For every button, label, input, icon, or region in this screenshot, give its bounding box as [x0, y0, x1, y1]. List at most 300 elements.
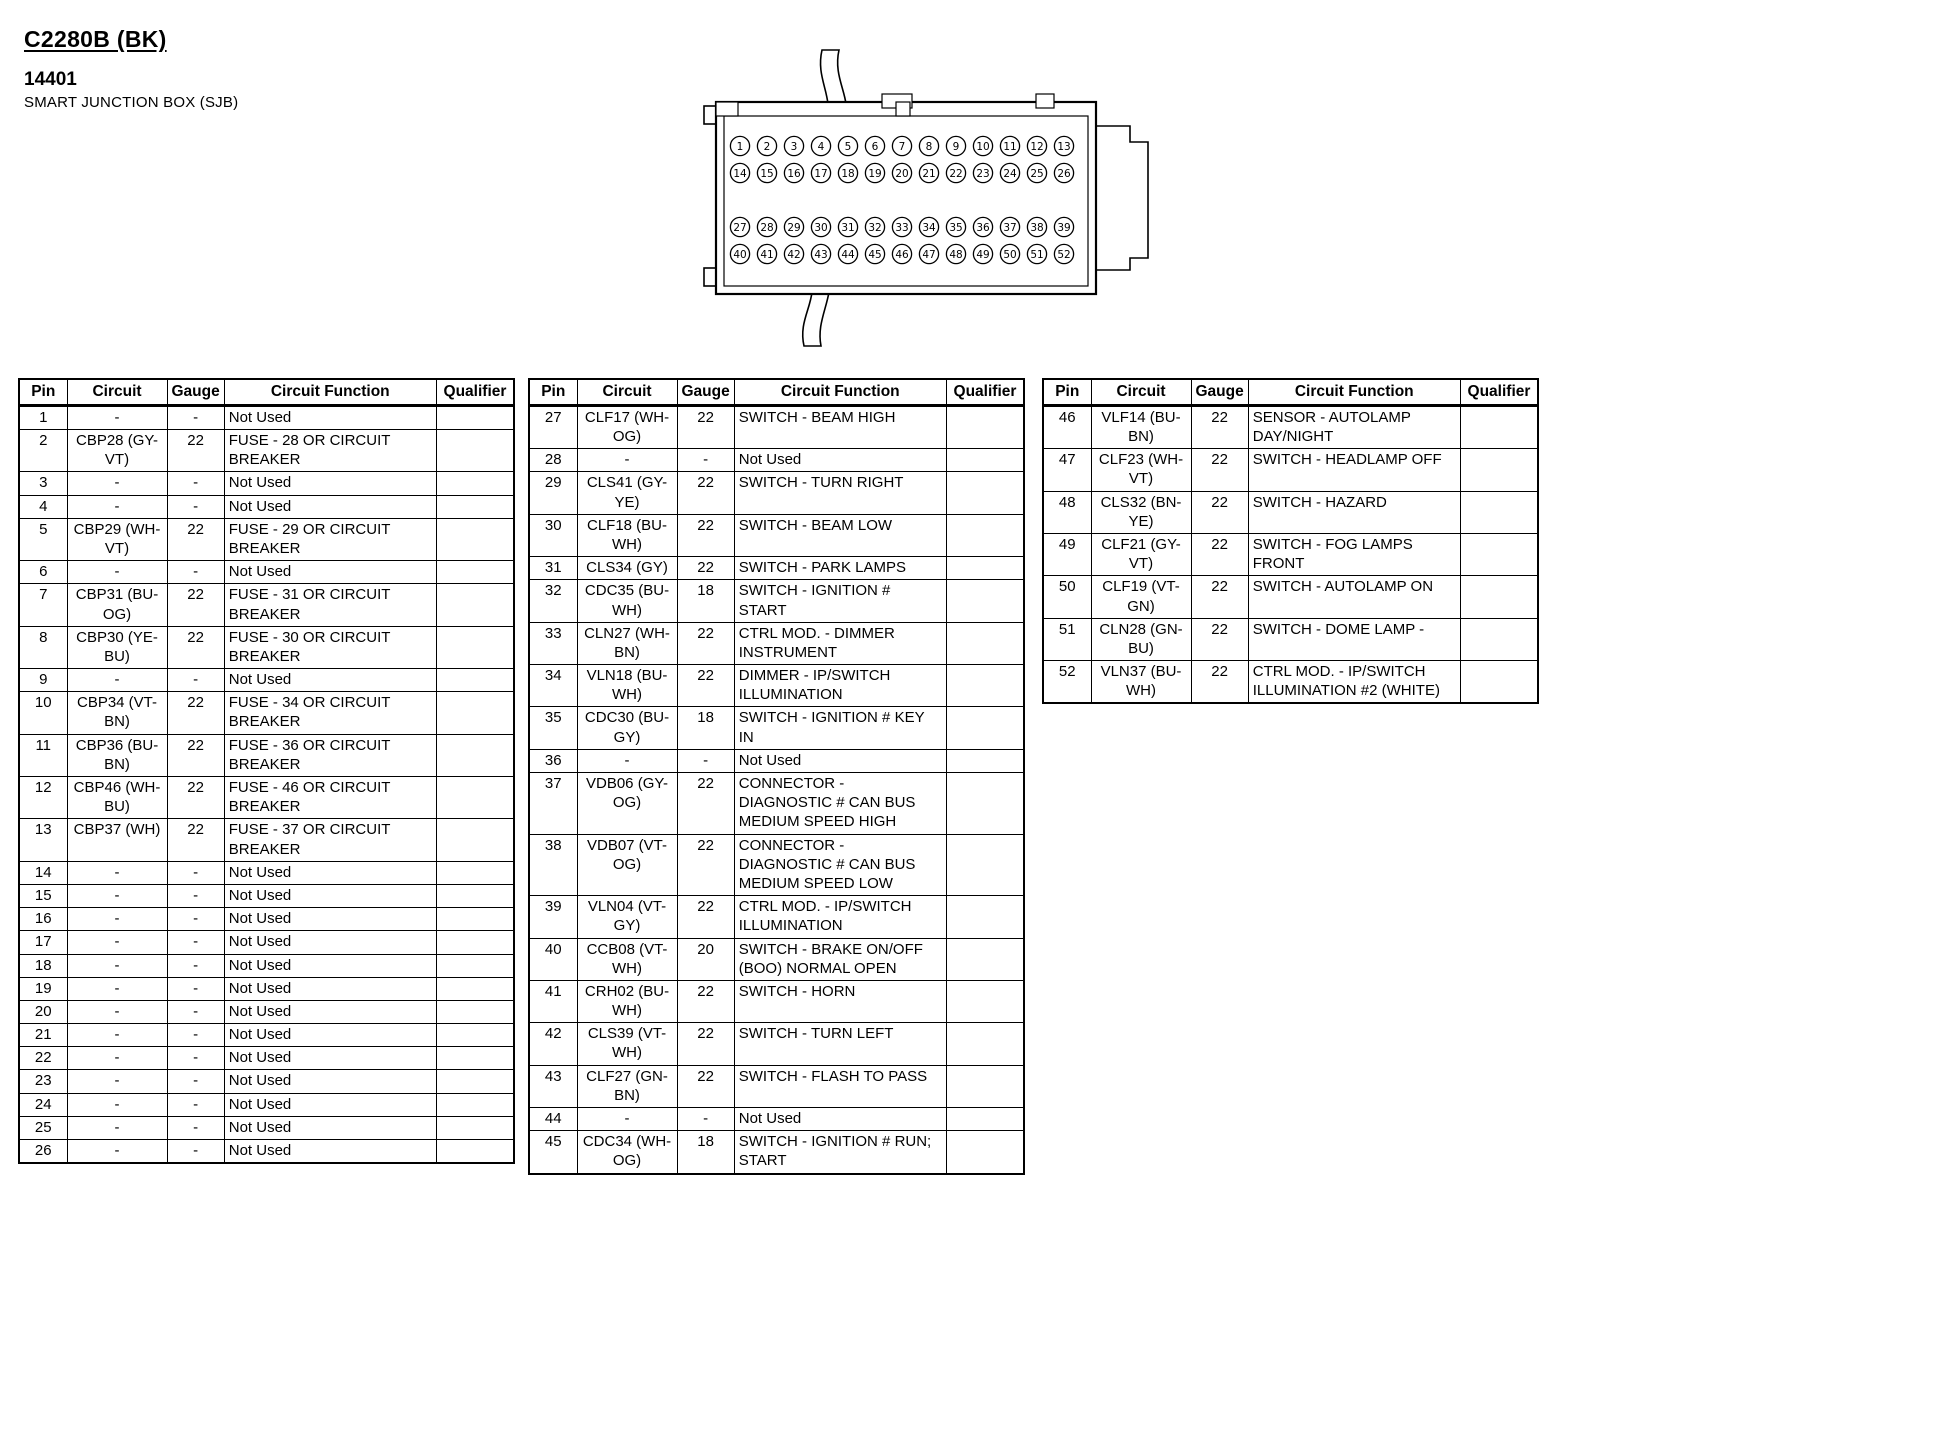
cell-circuit: - [67, 1116, 167, 1139]
cell-gauge: - [167, 669, 224, 692]
cell-qualifier [1460, 491, 1538, 533]
cell-pin: 28 [529, 449, 577, 472]
column-header-gauge: Gauge [1191, 379, 1248, 405]
pin-row-8 [19, 626, 514, 668]
connector-pin-34 [919, 217, 938, 236]
pin-number: 48 [949, 248, 963, 261]
cell-circuit: - [67, 1000, 167, 1023]
cell-circuit: VDB07 (VT-OG) [577, 834, 677, 896]
top-right-latch [1036, 94, 1054, 108]
cell-pin: 24 [19, 1093, 67, 1116]
cell-function: DIMMER - IP/SWITCH ILLUMINATION [734, 665, 946, 707]
pin-row-42 [529, 1023, 1024, 1065]
cell-gauge: 22 [677, 896, 734, 938]
connector-pin-45 [865, 244, 884, 263]
cell-qualifier [436, 561, 514, 584]
cell-qualifier [946, 514, 1024, 556]
pin-number: 47 [922, 248, 936, 261]
cell-pin: 31 [529, 557, 577, 580]
cell-gauge: 18 [677, 1131, 734, 1174]
pin-row-14 [19, 861, 514, 884]
cell-gauge: 22 [677, 1065, 734, 1107]
cell-function: Not Used [224, 861, 436, 884]
cell-pin: 37 [529, 773, 577, 835]
cell-circuit: CBP37 (WH) [67, 819, 167, 861]
connector-drawing [700, 46, 1170, 351]
connector-pin-3 [784, 136, 803, 155]
cell-circuit: VLN37 (BU-WH) [1091, 661, 1191, 704]
pin-number: 42 [787, 248, 801, 261]
column-header-pin: Pin [529, 379, 577, 405]
cell-gauge: - [167, 1140, 224, 1164]
column-header-circuit: Circuit [577, 379, 677, 405]
cell-function: SWITCH - IGNITION # START [734, 580, 946, 622]
cell-qualifier [436, 1000, 514, 1023]
cell-gauge: 22 [167, 819, 224, 861]
cell-pin: 32 [529, 580, 577, 622]
connector-pin-41 [757, 244, 776, 263]
cell-qualifier [436, 1116, 514, 1139]
connector-pin-11 [1000, 136, 1019, 155]
cell-gauge: - [167, 977, 224, 1000]
header-row [1043, 379, 1538, 405]
cell-qualifier [1460, 449, 1538, 491]
cell-circuit: - [67, 1024, 167, 1047]
connector-pin-49 [973, 244, 992, 263]
pin-number: 17 [814, 167, 828, 180]
cell-function: SWITCH - HAZARD [1248, 491, 1460, 533]
cell-circuit: CLF19 (VT-GN) [1091, 576, 1191, 618]
cell-gauge: - [677, 449, 734, 472]
column-header-circuit: Circuit [67, 379, 167, 405]
cell-qualifier [436, 1070, 514, 1093]
cell-circuit: CLF18 (BU-WH) [577, 514, 677, 556]
cell-pin: 6 [19, 561, 67, 584]
cell-gauge: - [167, 1000, 224, 1023]
pin-number: 31 [841, 221, 855, 234]
cell-pin: 1 [19, 405, 67, 429]
cell-circuit: CLS39 (VT-WH) [577, 1023, 677, 1065]
cell-pin: 40 [529, 938, 577, 980]
connector-pin-43 [811, 244, 830, 263]
column-header-qualifier: Qualifier [436, 379, 514, 405]
pin-row-43 [529, 1065, 1024, 1107]
connector-pin-19 [865, 163, 884, 182]
cell-gauge: 22 [1191, 533, 1248, 575]
pin-row-47 [1043, 449, 1538, 491]
pin-row-6 [19, 561, 514, 584]
cell-circuit: CBP34 (VT-BN) [67, 692, 167, 734]
cell-qualifier [946, 405, 1024, 448]
cell-qualifier [946, 896, 1024, 938]
pin-number: 14 [733, 167, 747, 180]
pin-row-10 [19, 692, 514, 734]
connector-pin-5 [838, 136, 857, 155]
cell-pin: 11 [19, 734, 67, 776]
cell-function: Not Used [224, 908, 436, 931]
cell-function: Not Used [224, 1116, 436, 1139]
cell-pin: 7 [19, 584, 67, 626]
pin-number: 45 [868, 248, 882, 261]
cell-function: CONNECTOR - DIAGNOSTIC # CAN BUS MEDIUM SPEED HIGH [734, 773, 946, 835]
cell-pin: 38 [529, 834, 577, 896]
connector-pin-8 [919, 136, 938, 155]
cell-gauge: - [167, 495, 224, 518]
pin-row-33 [529, 622, 1024, 664]
cell-qualifier [436, 692, 514, 734]
cell-circuit: CLN27 (WH-BN) [577, 622, 677, 664]
header-row [529, 379, 1024, 405]
cell-circuit: CBP29 (WH-VT) [67, 518, 167, 560]
pin-row-44 [529, 1108, 1024, 1131]
pin-row-38 [529, 834, 1024, 896]
pin-number: 37 [1003, 221, 1017, 234]
cell-qualifier [946, 834, 1024, 896]
cell-circuit: CLF23 (WH-VT) [1091, 449, 1191, 491]
cell-gauge: 22 [677, 405, 734, 448]
cell-circuit: - [67, 561, 167, 584]
cell-pin: 21 [19, 1024, 67, 1047]
connector-pin-14 [730, 163, 749, 182]
cell-gauge: 22 [677, 472, 734, 514]
pin-number: 23 [976, 167, 990, 180]
cell-pin: 41 [529, 980, 577, 1022]
pin-row-46 [1043, 405, 1538, 448]
cell-circuit: - [67, 884, 167, 907]
cell-function: Not Used [224, 954, 436, 977]
cell-gauge: - [167, 954, 224, 977]
cell-gauge: 22 [1191, 661, 1248, 704]
cell-pin: 30 [529, 514, 577, 556]
cell-gauge: 22 [167, 734, 224, 776]
cell-gauge: 22 [167, 777, 224, 819]
connector-body [716, 102, 1096, 294]
column-header-qualifier: Qualifier [946, 379, 1024, 405]
pin-number: 40 [733, 248, 747, 261]
cell-qualifier [946, 449, 1024, 472]
bottom-lever [803, 292, 829, 346]
connector-pin-15 [757, 163, 776, 182]
pin-table-46-52 [1042, 378, 1539, 704]
cell-circuit: - [67, 669, 167, 692]
cell-gauge: - [167, 405, 224, 429]
cell-qualifier [946, 580, 1024, 622]
cell-pin: 52 [1043, 661, 1091, 704]
cell-qualifier [436, 495, 514, 518]
connector-pin-39 [1054, 217, 1073, 236]
cell-pin: 5 [19, 518, 67, 560]
connector-pin-28 [757, 217, 776, 236]
connector-pin-7 [892, 136, 911, 155]
connector-diagram [700, 46, 1170, 356]
cell-circuit: - [67, 495, 167, 518]
pin-number: 41 [760, 248, 774, 261]
pin-number: 5 [844, 140, 852, 153]
cell-circuit: CRH02 (BU-WH) [577, 980, 677, 1022]
pin-row-4 [19, 495, 514, 518]
connector-pin-17 [811, 163, 830, 182]
connector-pin-16 [784, 163, 803, 182]
cell-circuit: CBP30 (YE-BU) [67, 626, 167, 668]
cell-circuit: CBP28 (GY-VT) [67, 430, 167, 472]
cell-gauge: 18 [677, 707, 734, 749]
connector-pin-33 [892, 217, 911, 236]
cell-circuit: CDC35 (BU-WH) [577, 580, 677, 622]
cell-circuit: - [67, 954, 167, 977]
cell-gauge: 22 [677, 514, 734, 556]
cell-gauge: 22 [1191, 405, 1248, 448]
connector-pin-48 [946, 244, 965, 263]
cell-function: SWITCH - HEADLAMP OFF [1248, 449, 1460, 491]
cell-function: SWITCH - IGNITION # RUN; START [734, 1131, 946, 1174]
cell-function: SWITCH - FLASH TO PASS [734, 1065, 946, 1107]
cell-circuit: - [577, 449, 677, 472]
cell-circuit: CLS34 (GY) [577, 557, 677, 580]
pin-number: 3 [790, 140, 798, 153]
cell-pin: 22 [19, 1047, 67, 1070]
cell-pin: 16 [19, 908, 67, 931]
connector-pin-18 [838, 163, 857, 182]
pin-number: 35 [949, 221, 963, 234]
connector-pin-52 [1054, 244, 1073, 263]
cell-qualifier [436, 584, 514, 626]
cell-qualifier [1460, 661, 1538, 704]
cell-qualifier [436, 908, 514, 931]
cell-function: SWITCH - BEAM LOW [734, 514, 946, 556]
cell-pin: 4 [19, 495, 67, 518]
pin-row-31 [529, 557, 1024, 580]
cell-function: FUSE - 36 OR CIRCUIT BREAKER [224, 734, 436, 776]
cell-gauge: - [167, 931, 224, 954]
cell-pin: 42 [529, 1023, 577, 1065]
cell-circuit: CCB08 (VT-WH) [577, 938, 677, 980]
connector-pin-46 [892, 244, 911, 263]
cell-gauge: 22 [677, 773, 734, 835]
cell-circuit: CDC30 (BU-GY) [577, 707, 677, 749]
connector-pin-40 [730, 244, 749, 263]
pin-number: 13 [1057, 140, 1071, 153]
cell-qualifier [946, 665, 1024, 707]
cell-circuit: CLS32 (BN-YE) [1091, 491, 1191, 533]
top-center-latch-inner [896, 102, 910, 116]
cell-function: Not Used [224, 561, 436, 584]
connector-pin-13 [1054, 136, 1073, 155]
cell-function: SWITCH - TURN LEFT [734, 1023, 946, 1065]
pin-number: 6 [871, 140, 879, 153]
pin-number: 18 [841, 167, 855, 180]
cell-function: CTRL MOD. - DIMMER INSTRUMENT [734, 622, 946, 664]
pin-number: 43 [814, 248, 828, 261]
cell-function: FUSE - 29 OR CIRCUIT BREAKER [224, 518, 436, 560]
pin-number: 9 [952, 140, 960, 153]
cell-gauge: 18 [677, 580, 734, 622]
cell-qualifier [436, 518, 514, 560]
pin-row-36 [529, 749, 1024, 772]
pin-number: 52 [1057, 248, 1071, 261]
pin-number: 12 [1030, 140, 1044, 153]
cell-qualifier [436, 1093, 514, 1116]
cell-pin: 12 [19, 777, 67, 819]
pin-table-27-45 [528, 378, 1025, 1175]
cell-circuit: - [67, 1047, 167, 1070]
pin-row-17 [19, 931, 514, 954]
cell-qualifier [436, 884, 514, 907]
cell-qualifier [436, 931, 514, 954]
cell-circuit: - [67, 908, 167, 931]
pin-row-24 [19, 1093, 514, 1116]
pin-number: 2 [763, 140, 771, 153]
cell-circuit: CLF27 (GN-BN) [577, 1065, 677, 1107]
cell-function: Not Used [734, 1108, 946, 1131]
cell-circuit: - [67, 861, 167, 884]
pin-number: 7 [898, 140, 906, 153]
cell-gauge: - [677, 749, 734, 772]
connector-pin-22 [946, 163, 965, 182]
pin-table-1-26 [18, 378, 515, 1164]
pin-number: 11 [1003, 140, 1017, 153]
cell-gauge: 22 [677, 622, 734, 664]
pin-row-32 [529, 580, 1024, 622]
cell-gauge: - [167, 861, 224, 884]
cell-pin: 35 [529, 707, 577, 749]
right-flange [1096, 126, 1148, 270]
cell-gauge: 22 [1191, 449, 1248, 491]
cell-gauge: - [167, 472, 224, 495]
cell-function: Not Used [734, 449, 946, 472]
cell-circuit: CLF17 (WH-OG) [577, 405, 677, 448]
cell-qualifier [946, 980, 1024, 1022]
pin-row-25 [19, 1116, 514, 1139]
cell-circuit: CBP31 (BU-OG) [67, 584, 167, 626]
cell-function: Not Used [224, 1093, 436, 1116]
cell-circuit: CDC34 (WH-OG) [577, 1131, 677, 1174]
cell-qualifier [436, 669, 514, 692]
cell-pin: 20 [19, 1000, 67, 1023]
pin-row-37 [529, 773, 1024, 835]
column-header-circuit-function: Circuit Function [224, 379, 436, 405]
cell-qualifier [1460, 618, 1538, 660]
pin-number: 4 [817, 140, 825, 153]
top-lever [821, 50, 846, 104]
cell-gauge: - [167, 1047, 224, 1070]
cell-function: Not Used [224, 669, 436, 692]
cell-gauge: 22 [167, 430, 224, 472]
cell-function: FUSE - 31 OR CIRCUIT BREAKER [224, 584, 436, 626]
cell-pin: 19 [19, 977, 67, 1000]
pin-row-52 [1043, 661, 1538, 704]
cell-qualifier [436, 1047, 514, 1070]
pin-row-35 [529, 707, 1024, 749]
cell-gauge: - [167, 561, 224, 584]
pin-row-48 [1043, 491, 1538, 533]
connector-pin-36 [973, 217, 992, 236]
cell-function: SWITCH - BEAM HIGH [734, 405, 946, 448]
pin-number: 25 [1030, 167, 1044, 180]
cell-gauge: - [167, 1116, 224, 1139]
cell-function: FUSE - 30 OR CIRCUIT BREAKER [224, 626, 436, 668]
cell-pin: 50 [1043, 576, 1091, 618]
connector-id-title: C2280B (BK) [24, 26, 167, 52]
cell-circuit: VLN18 (BU-WH) [577, 665, 677, 707]
connector-pin-23 [973, 163, 992, 182]
pin-row-13 [19, 819, 514, 861]
cell-pin: 14 [19, 861, 67, 884]
cell-qualifier [436, 472, 514, 495]
pin-row-34 [529, 665, 1024, 707]
pin-number: 22 [949, 167, 963, 180]
pin-row-51 [1043, 618, 1538, 660]
cell-function: CTRL MOD. - IP/SWITCH ILLUMINATION [734, 896, 946, 938]
column-header-qualifier: Qualifier [1460, 379, 1538, 405]
connector-pin-47 [919, 244, 938, 263]
cell-qualifier [1460, 576, 1538, 618]
connector-pin-20 [892, 163, 911, 182]
cell-circuit: CLF21 (GY-VT) [1091, 533, 1191, 575]
pin-number: 49 [976, 248, 990, 261]
cell-qualifier [946, 749, 1024, 772]
cell-function: Not Used [224, 1000, 436, 1023]
pin-number: 34 [922, 221, 936, 234]
cell-function: Not Used [224, 1140, 436, 1164]
cell-pin: 51 [1043, 618, 1091, 660]
cell-qualifier [1460, 405, 1538, 448]
cell-pin: 8 [19, 626, 67, 668]
cell-pin: 15 [19, 884, 67, 907]
cell-pin: 18 [19, 954, 67, 977]
pin-row-49 [1043, 533, 1538, 575]
pin-number: 10 [976, 140, 990, 153]
pin-row-28 [529, 449, 1024, 472]
cell-gauge: - [677, 1108, 734, 1131]
pin-row-7 [19, 584, 514, 626]
connector-pin-35 [946, 217, 965, 236]
cell-gauge: 22 [677, 665, 734, 707]
cell-circuit: - [67, 977, 167, 1000]
top-left-latch [716, 102, 738, 116]
cell-function: FUSE - 37 OR CIRCUIT BREAKER [224, 819, 436, 861]
column-header-pin: Pin [19, 379, 67, 405]
cell-qualifier [946, 938, 1024, 980]
cell-function: SWITCH - IGNITION # KEY IN [734, 707, 946, 749]
pin-number: 16 [787, 167, 801, 180]
cell-qualifier [436, 861, 514, 884]
cell-circuit: CBP46 (WH-BU) [67, 777, 167, 819]
cell-qualifier [436, 1024, 514, 1047]
pin-row-29 [529, 472, 1024, 514]
cell-function: SWITCH - HORN [734, 980, 946, 1022]
cell-pin: 33 [529, 622, 577, 664]
cell-pin: 36 [529, 749, 577, 772]
cell-circuit: VDB06 (GY-OG) [577, 773, 677, 835]
pin-row-45 [529, 1131, 1024, 1174]
pin-row-2 [19, 430, 514, 472]
cell-circuit: - [67, 1140, 167, 1164]
column-header-circuit-function: Circuit Function [734, 379, 946, 405]
connector-pin-44 [838, 244, 857, 263]
cell-circuit: - [67, 472, 167, 495]
part-number: 14401 [24, 69, 77, 90]
cell-function: FUSE - 28 OR CIRCUIT BREAKER [224, 430, 436, 472]
cell-circuit: - [67, 1070, 167, 1093]
cell-circuit: CLN28 (GN-BU) [1091, 618, 1191, 660]
cell-gauge: - [167, 1070, 224, 1093]
pin-number: 29 [787, 221, 801, 234]
cell-circuit: VLN04 (VT-GY) [577, 896, 677, 938]
cell-qualifier [946, 1065, 1024, 1107]
cell-function: FUSE - 34 OR CIRCUIT BREAKER [224, 692, 436, 734]
cell-qualifier [436, 777, 514, 819]
pin-number: 39 [1057, 221, 1071, 234]
